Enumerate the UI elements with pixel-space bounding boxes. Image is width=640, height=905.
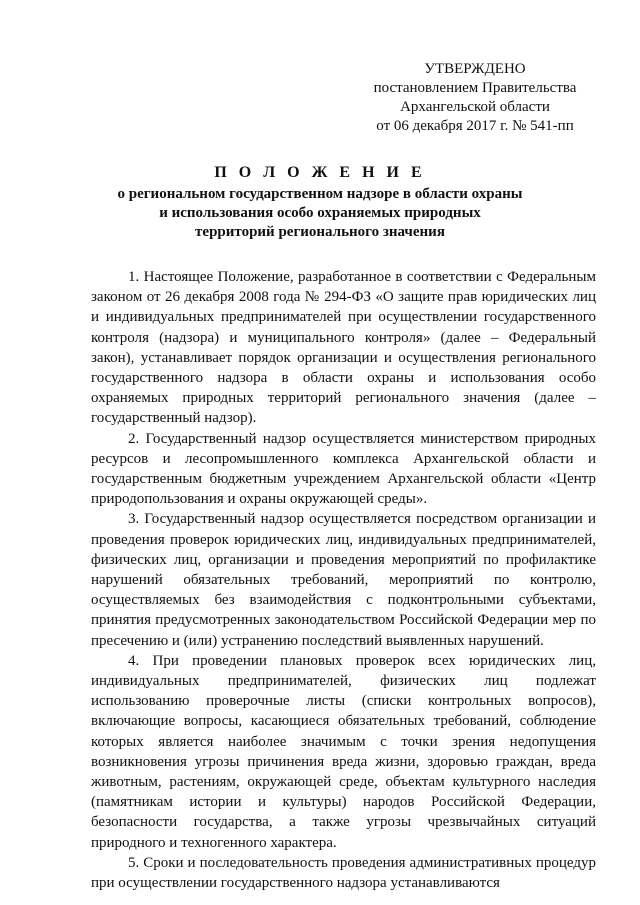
paragraph-1: 1. Настоящее Положение, разработанное в соответствии с Федеральным законом от 26 декабря 2008 года № 294-ФЗ «О защите прав юридических лиц и индивидуальных предпринимателей при осуществлении государственного контроля (надзора) и муниципального контроля» (далее – Федеральный закон), устанавливает порядок организации и осуществления регионального государственного надзора в области охраны и использования особо охраняемых природных территорий регионального значения (далее – государственный надзор). <box>91 269 596 427</box>
subtitle-line-3: территорий регионального значения <box>195 224 445 240</box>
document-subtitle <box>110 185 530 242</box>
approval-stamp <box>360 60 590 136</box>
approval-heading: УТВЕРЖДЕНО <box>424 61 526 77</box>
paragraph-3: 3. Государственный надзор осуществляется посредством организации и проведения проверок юридических лиц, индивидуальных предпринимателей, физических лиц, организации и проведения мероприятий по профилактике нарушений обязательных требований, мероприятий по контролю, осуществляемых без взаимодействия с подконтрольными субъектами, принятия предусмотренных законодательством Российской Федерации мер по пресечению и (или) устранению последствий выявленных нарушений. <box>91 511 596 649</box>
paragraph-5: 5. Сроки и последовательность проведения административных процедур при осуществлении государственного надзора устанавливаются <box>91 854 596 892</box>
approval-issuer: постановлением Правительства <box>373 80 577 96</box>
approval-region: Архангельской области <box>400 99 550 115</box>
document-title: П О Л О Ж Е Н И Е <box>214 164 426 181</box>
paragraph-4: 4. При проведении плановых проверок всех юридических лиц, индивидуальных предпринимателей, физических лиц подлежат использованию проверочные листы (списки контрольных вопросов), включающие вопросы, касающиеся обязательных требований, соблюдение которых является наиболее значимым с точки зрения недопущения возникновения угрозы причинения вреда жизни, здоровью граждан, вреда животным, растениям, окружающей среде, объектам культурного наследия (памятникам истории и культуры) народов Российской Федерации, безопасности государства, а также угрозы чрезвычайных ситуаций природного и техногенного характера. <box>91 652 596 851</box>
document-body <box>91 267 596 893</box>
approval-date-number: от 06 декабря 2017 г. № 541-пп <box>376 118 574 134</box>
subtitle-line-1: о региональном государственном надзоре в области охраны <box>117 186 523 202</box>
paragraph-2: 2. Государственный надзор осуществляется министерством природных ресурсов и лесопромышленного комплекса Архангельской области и государственным бюджетным учреждением Архангельской области «Центр природопользования и охраны окружающей среды». <box>91 430 596 508</box>
subtitle-line-2: и использования особо охраняемых природных <box>159 205 481 221</box>
document-title-block <box>110 163 530 242</box>
